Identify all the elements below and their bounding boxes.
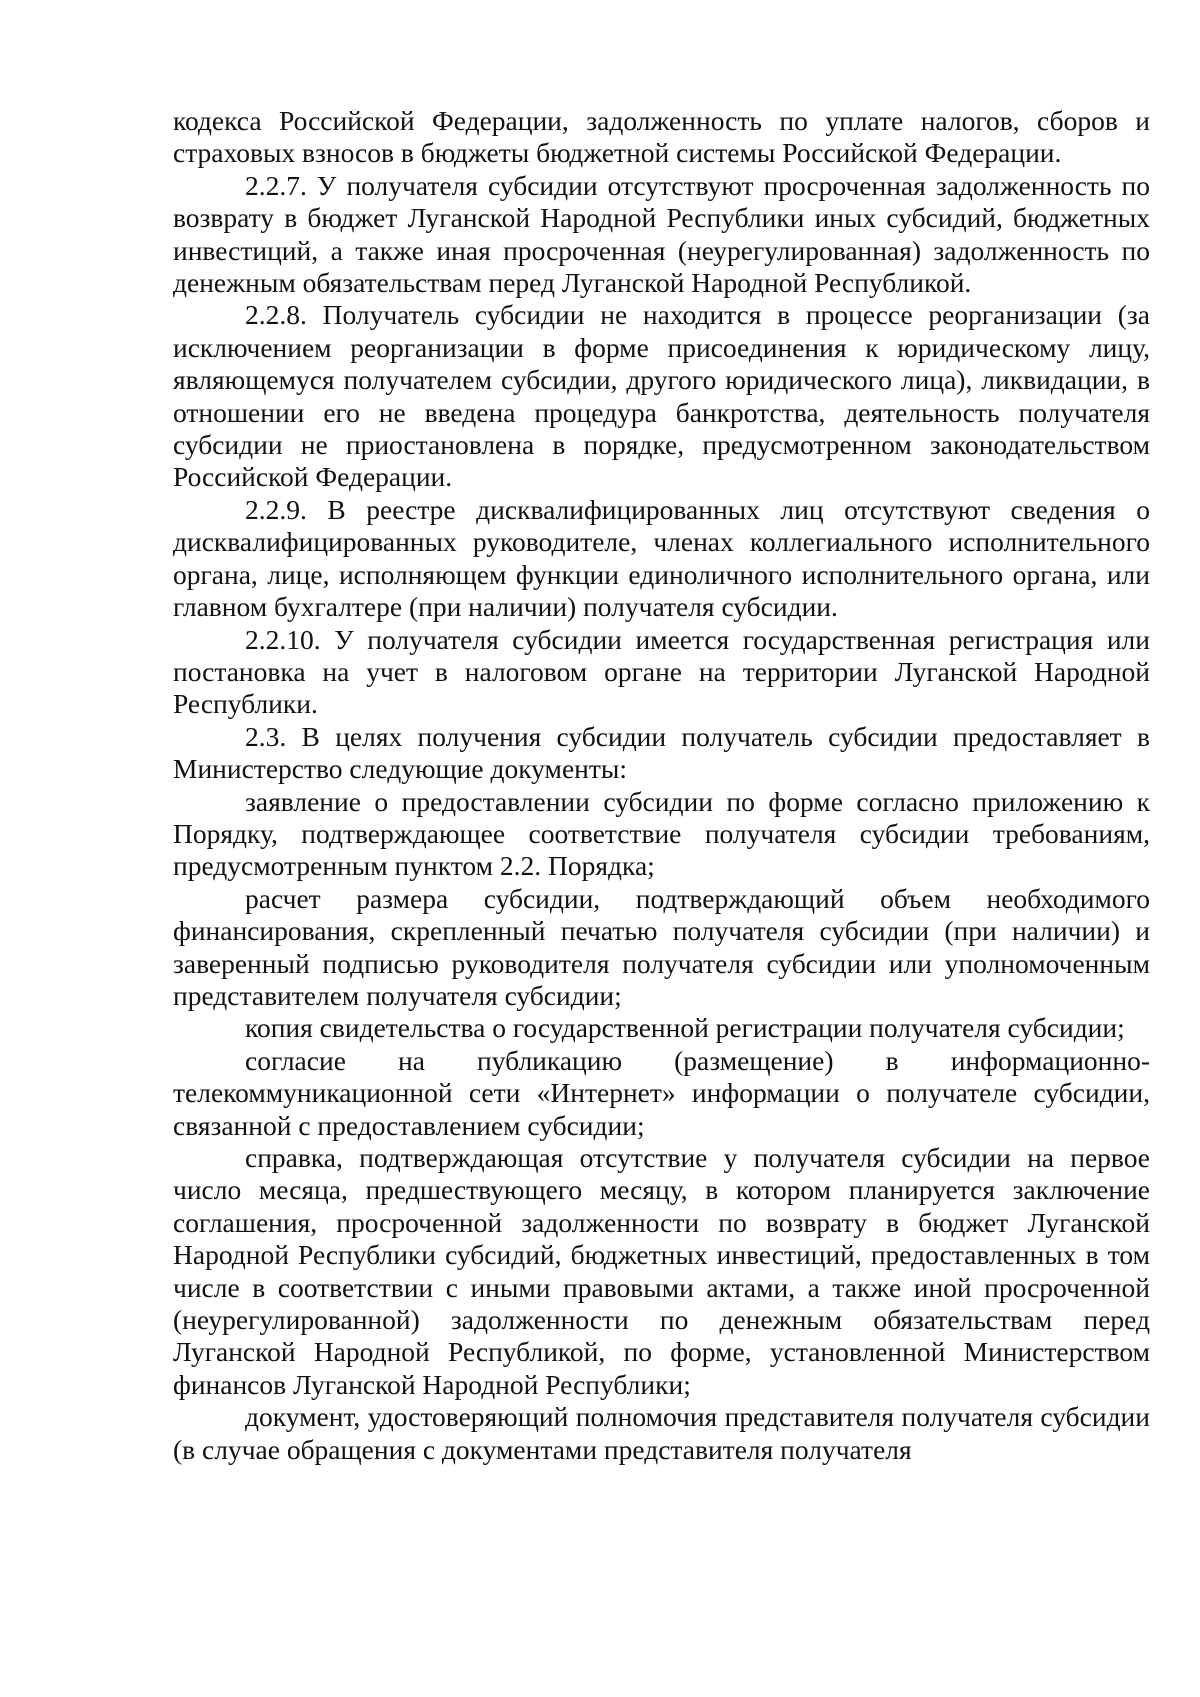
list-item-debt-certificate: справка, подтверждающая отсутствие у получателя субсидии на первое число месяца, предшествующего месяцу, в котором планируется заключение соглашения, просроченной задолженности по возврату в бюджет Луганской Народной Республики субсидий, бюджетных инвестиций, предоставленных в том числе в соответствии с иными правовыми актами, а также иной просроченной (неурегулированной) задолженности по денежным обязательствам перед Луганской Народной Республикой, по форме, установленной Министерством финансов Луганской Народной Республики;: [173, 1142, 1150, 1400]
list-item-publication-consent: согласие на публикацию (размещение) в информационно-телекоммуникационной сети «Интернет» информации о получателе субсидии, связанной с предоставлением субсидии;: [173, 1044, 1150, 1141]
list-item-calculation: расчет размера субсидии, подтверждающий объем необходимого финансирования, скрепленный печатью получателя субсидии (при наличии) и заверенный подписью руководителя получателя субсидии или уполномоченным представителем получателя субсидии;: [173, 882, 1150, 1011]
document-page: [173, 105, 1150, 1466]
list-item-authority-document: документ, удостоверяющий полномочия представителя получателя субсидии (в случае обращения с документами представителя получателя: [173, 1401, 1150, 1465]
list-item-application: заявление о предоставлении субсидии по форме согласно приложению к Порядку, подтверждающее соответствие получателя субсидии требованиям, предусмотренным пунктом 2.2. Порядка;: [173, 785, 1150, 882]
list-item-registration-copy: копия свидетельства о государственной регистрации получателя субсидии;: [245, 1012, 1125, 1044]
paragraph-2-3: 2.3. В целях получения субсидии получатель субсидии предоставляет в Министерство следующие документы:: [173, 720, 1150, 785]
paragraph-2-2-9: 2.2.9. В реестре дисквалифицированных лиц отсутствуют сведения о дисквалифицированных руководителе, членах коллегиального исполнительного органа, лице, исполняющем функции единоличного исполнительного органа, или главном бухгалтере (при наличии) получателя субсидии.: [173, 493, 1150, 623]
paragraph-2-2-10: 2.2.10. У получателя субсидии имеется государственная регистрация или постановка на учет в налоговом органе на территории Луганской Народной Республики.: [173, 623, 1150, 720]
paragraph-2-2-8: 2.2.8. Получатель субсидии не находится в процессе реорганизации (за исключением реорганизации в форме присоединения к юридическому лицу, являющемуся получателем субсидии, другого юридического лица), ликвидации, в отношении его не введена процедура банкротства, деятельность получателя субсидии не приостановлена в порядке, предусмотренном законодательством Российской Федерации.: [173, 299, 1150, 493]
paragraph-continuation: кодекса Российской Федерации, задолженность по уплате налогов, сборов и страховых взносов в бюджеты бюджетной системы Российской Федерации.: [173, 105, 1150, 169]
paragraph-2-2-7: 2.2.7. У получателя субсидии отсутствуют просроченная задолженность по возврату в бюджет Луганской Народной Республики иных субсидий, бюджетных инвестиций, а также иная просроченная (неурегулированная) задолженность по денежным обязательствам перед Луганской Народной Республикой.: [173, 169, 1150, 299]
